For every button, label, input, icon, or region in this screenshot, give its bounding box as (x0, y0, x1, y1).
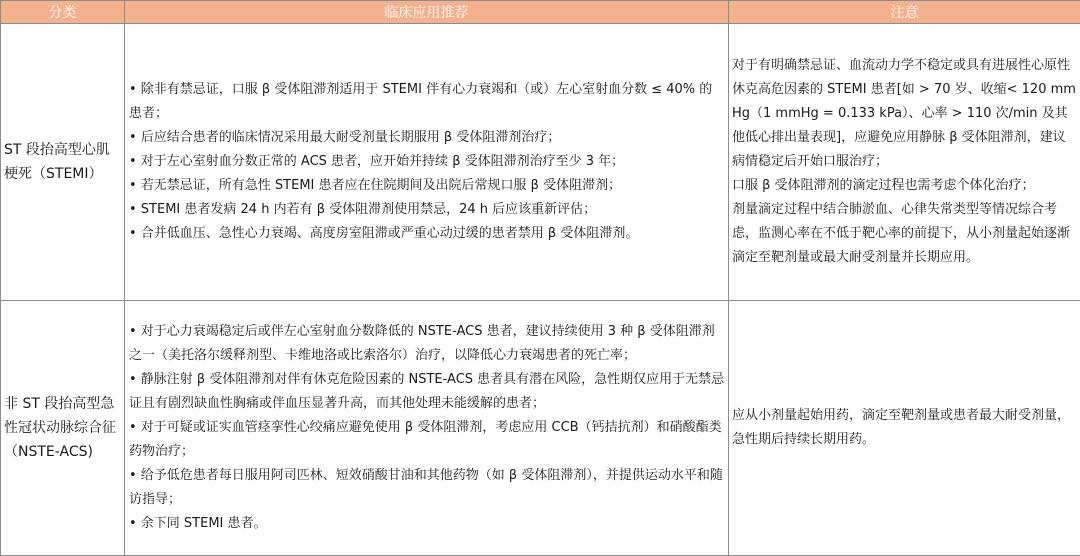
recommendation-item: • 合并低血压、急性心力衰竭、高度房室阻滞或严重心动过缓的患者禁用 β 受体阻滞剂。 (129, 222, 725, 246)
column-header-notes: 注意 (729, 1, 1080, 24)
note-paragraph: 剂量滴定过程中结合肺淤血、心律失常类型等情况综合考虑，监测心率在不低于靶心率的前提下，从小剂量起始逐渐滴定至靶剂量或最大耐受剂量并长期应用。 (732, 198, 1077, 270)
notes-cell (729, 301, 1080, 556)
recommendation-item: • 对于可疑或证实血管痉挛性心绞痛应避免使用 β 受体阻滞剂，考虑应用 CCB（钙拮抗剂）和硝酸酯类药物治疗； (129, 416, 725, 464)
notes-cell (729, 24, 1080, 301)
recommendation-cell (125, 24, 729, 301)
recommendation-item: • 后应结合患者的临床情况采用最大耐受剂量长期服用 β 受体阻滞剂治疗； (129, 126, 725, 150)
category-cell: 非 ST 段抬高型急性冠状动脉综合征（NSTE-ACS) (1, 301, 125, 556)
recommendation-item: • STEMI 患者发病 24 h 内若有 β 受体阻滞剂使用禁忌，24 h 后应该重新评估； (129, 198, 725, 222)
note-paragraph: 口服 β 受体阻滞剂的滴定过程也需考虑个体化治疗； (732, 174, 1077, 198)
recommendation-item: • 余下同 STEMI 患者。 (129, 512, 725, 536)
table-row (1, 301, 1080, 556)
recommendation-item: • 对于心力衰竭稳定后或伴左心室射血分数降低的 NSTE-ACS 患者，建议持续使用 3 种 β 受体阻滞剂之一（美托洛尔缓释剂型、卡维地洛或比索洛尔）治疗，以降低心力衰竭患者的死亡率； (129, 320, 725, 368)
note-paragraph: 应从小剂量起始用药，滴定至靶剂量或患者最大耐受剂量，急性期后持续长期用药。 (732, 404, 1077, 452)
recommendation-item: • 给予低危患者每日服用阿司匹林、短效硝酸甘油和其他药物（如 β 受体阻滞剂），并提供运动水平和随访指导； (129, 464, 725, 512)
recommendation-item: • 除非有禁忌证，口服 β 受体阻滞剂适用于 STEMI 伴有心力衰竭和（或）左心室射血分数 ≤ 40% 的患者； (129, 78, 725, 126)
recommendation-item: • 若无禁忌证，所有急性 STEMI 患者应在住院期间及出院后常规口服 β 受体阻滞剂； (129, 174, 725, 198)
table-row (1, 24, 1080, 301)
table-header-row (1, 1, 1080, 24)
recommendation-cell (125, 301, 729, 556)
column-header-recommendation: 临床应用推荐 (125, 1, 729, 24)
recommendation-item: • 静脉注射 β 受体阻滞剂对伴有休克危险因素的 NSTE-ACS 患者具有潜在风险，急性期仅应用于无禁忌证且有剧烈缺血性胸痛或伴血压显著升高，而其他处理未能缓解的患者； (129, 368, 725, 416)
note-paragraph: 对于有明确禁忌证、血流动力学不稳定或具有进展性心原性休克高危因素的 STEMI 患者[如 > 70 岁、收缩< 120 mmHg（1 mmHg = 0.133 kPa）、心率 > 110 次/min 及其他低心排出量表现]，应避免应用静脉 β 受体阻滞剂，建议病情稳定后开始口服治疗； (732, 54, 1077, 174)
column-header-category: 分类 (1, 1, 125, 24)
recommendation-item: • 对于左心室射血分数正常的 ACS 患者，应开始并持续 β 受体阻滞剂治疗至少 3 年； (129, 150, 725, 174)
category-cell: ST 段抬高型心肌梗死（STEMI） (1, 24, 125, 301)
